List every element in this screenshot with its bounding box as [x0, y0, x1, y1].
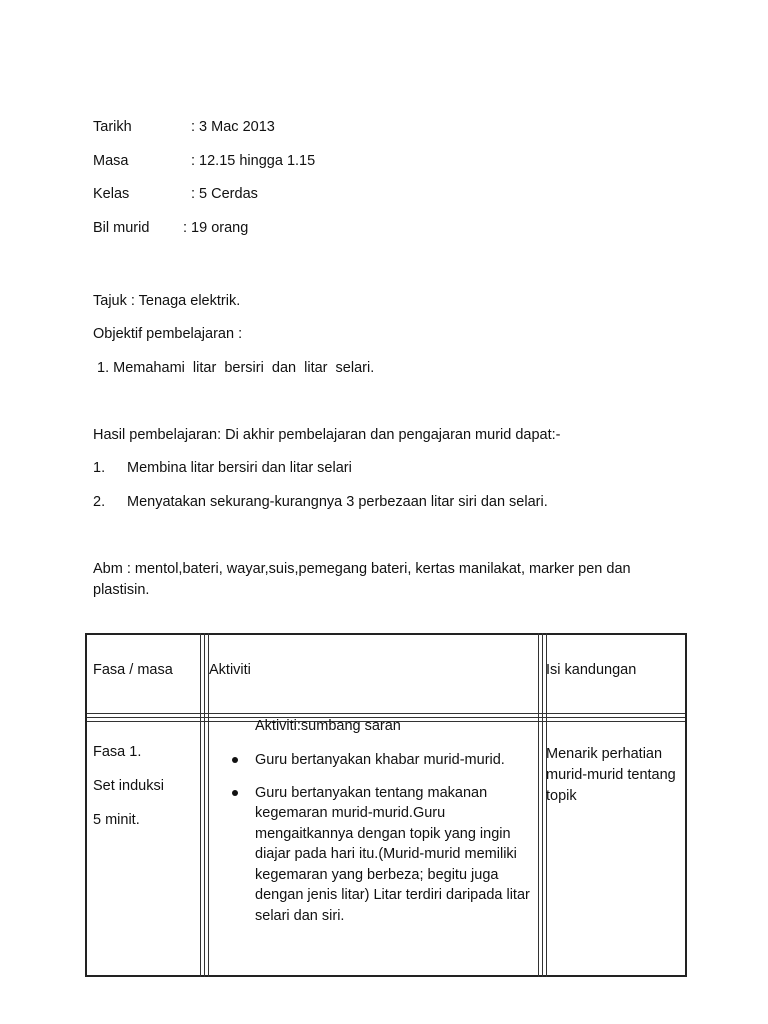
- header-isi: Isi kandungan: [546, 662, 637, 678]
- field-kelas: [0, 186, 768, 206]
- hasil-item: [0, 494, 768, 514]
- field-label: Bil murid: [93, 220, 150, 236]
- isi-text: Menarik perhatian murid-murid tentang topik: [546, 746, 676, 804]
- column-divider: [204, 633, 205, 977]
- hasil-heading: Hasil pembelajaran: Di akhir pembelajaran dan pengajaran murid dapat:-: [93, 427, 561, 443]
- tajuk: Tajuk : Tenaga elektrik.: [93, 293, 241, 309]
- fasa-line: 5 minit.: [93, 812, 140, 828]
- field-value: : 3 Mac 2013: [191, 119, 275, 135]
- aktiviti-title: Aktiviti:sumbang saran: [255, 718, 401, 734]
- hasil-item-number: 2.: [93, 494, 106, 510]
- hasil-item-number: 1.: [93, 460, 106, 476]
- list-item-text: Guru bertanyakan tentang makanan kegemaran murid-murid.Guru mengaitkannya dengan topik yang ingin diajar pada hari itu.(Murid-murid memiliki kegemaran yang berbeza; begitu juga dengan jenis litar) Litar terdiri daripada litar selari dan siri.: [255, 784, 530, 924]
- list-item: [232, 783, 537, 927]
- column-divider: [538, 633, 539, 977]
- field-masa: [0, 153, 768, 173]
- field-bil-murid: [0, 220, 768, 240]
- list-item: [232, 750, 537, 771]
- hasil-item: [0, 460, 768, 480]
- field-value: : 19 orang: [183, 220, 249, 236]
- field-label: Tarikh: [93, 119, 132, 135]
- objektif-item: 1. Memahami litar bersiri dan litar selari.: [93, 360, 375, 376]
- column-divider: [542, 633, 543, 977]
- row-divider: [87, 713, 685, 714]
- abm-text: Abm : mentol,bateri, wayar,suis,pemegang bateri, kertas manilakat, marker pen dan plastisin.: [93, 561, 631, 598]
- field-value: : 12.15 hingga 1.15: [191, 153, 316, 169]
- bullet-icon: [232, 757, 238, 763]
- fasa-line: Set induksi: [93, 778, 164, 794]
- aktiviti-list: [232, 750, 537, 938]
- header-fasa: Fasa / masa: [93, 662, 173, 678]
- field-label: Masa: [93, 153, 129, 169]
- hasil-item-text: Menyatakan sekurang-kurangnya 3 perbezaan litar siri dan selari.: [127, 494, 548, 510]
- field-value: : 5 Cerdas: [191, 186, 258, 202]
- header-aktiviti: Aktiviti: [209, 662, 251, 678]
- list-item-text: Guru bertanyakan khabar murid-murid.: [255, 752, 505, 768]
- bullet-icon: [232, 790, 238, 796]
- objektif-heading: Objektif pembelajaran :: [93, 326, 243, 342]
- hasil-item-text: Membina litar bersiri dan litar selari: [127, 460, 352, 476]
- column-divider: [200, 633, 201, 977]
- fasa-line: Fasa 1.: [93, 744, 142, 760]
- field-label: Kelas: [93, 186, 130, 202]
- field-tarikh: [0, 119, 768, 139]
- column-divider: [208, 633, 209, 977]
